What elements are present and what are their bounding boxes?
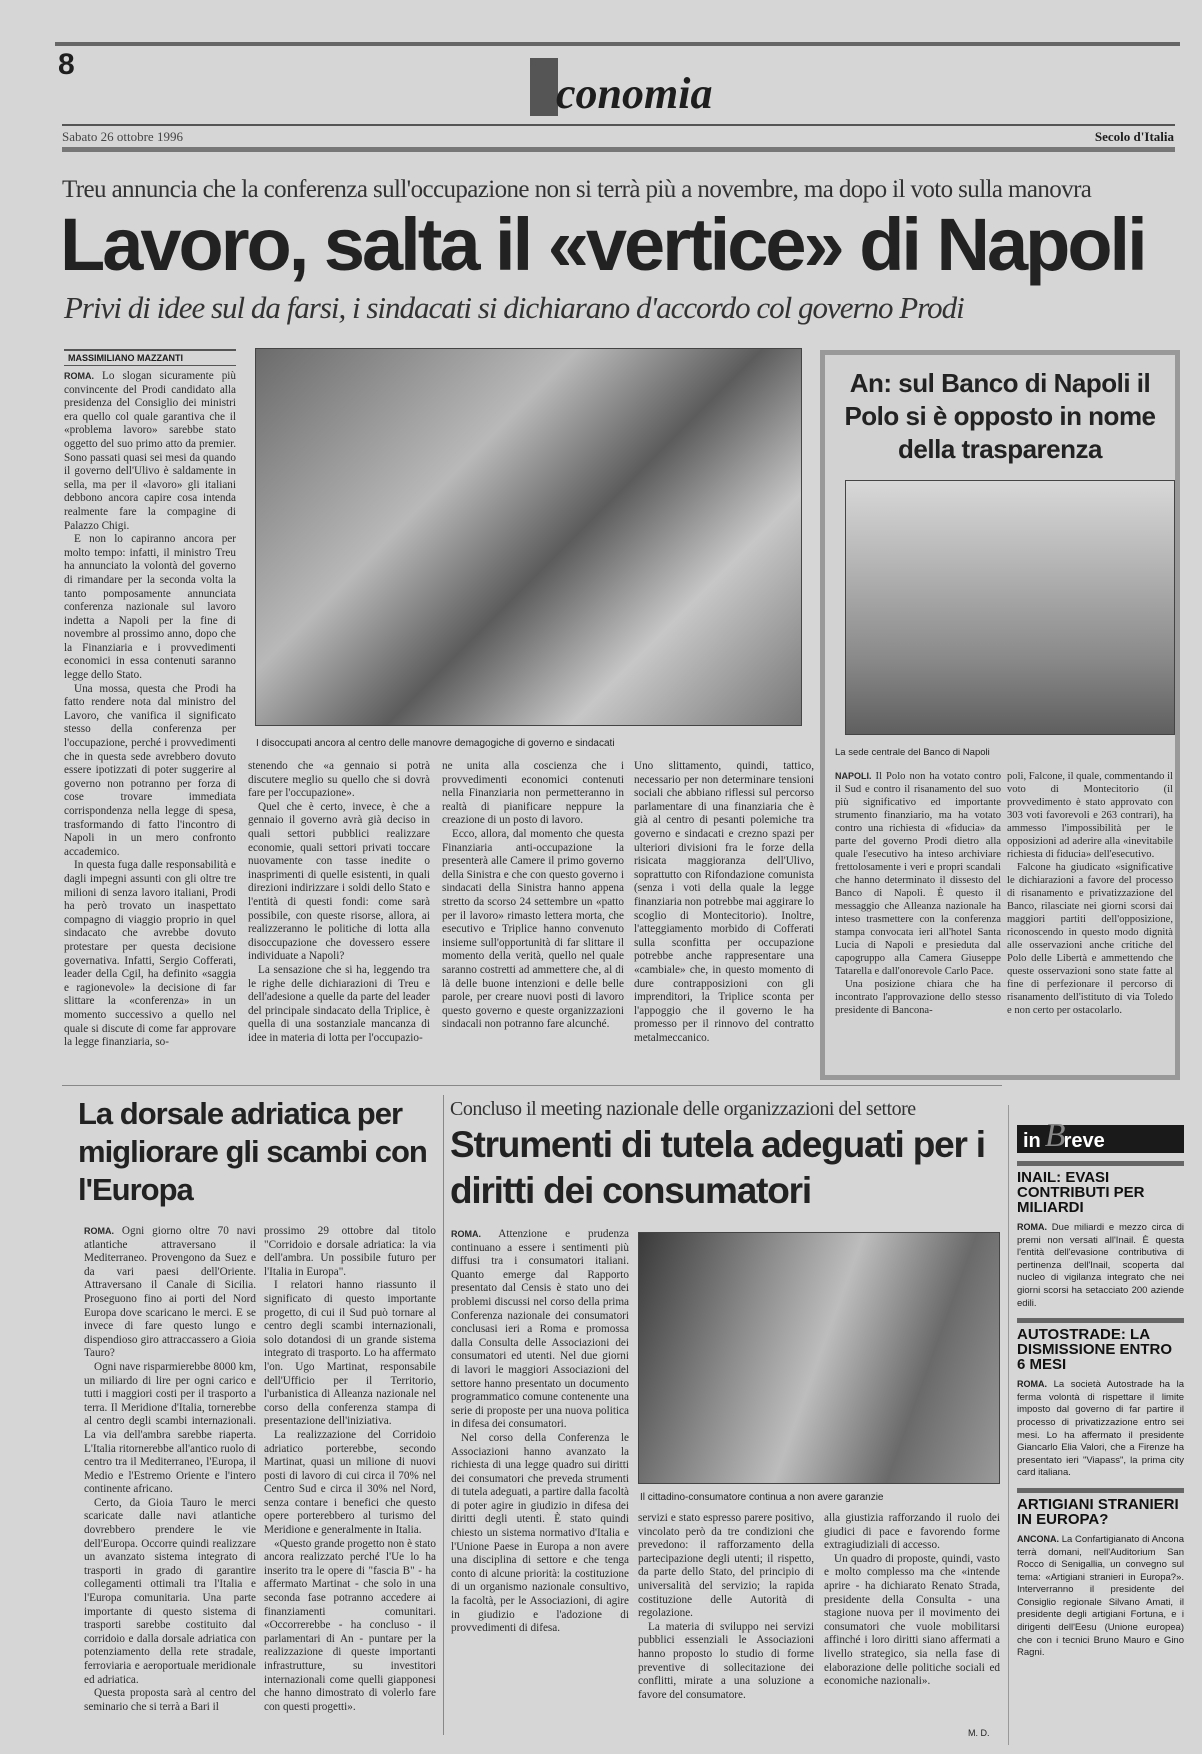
sidebar-photo-caption: La sede centrale del Banco di Napoli bbox=[835, 747, 990, 758]
paragraph: In questa fuga dalle responsabilità e dagli impegni assunti con gli oltre tre milioni di senza lavoro italiani, Prodi ha però trovato un inaspettato compagno di viaggio proprio in quel sindacato che avrebbe dovuto protestare per questa decisione governativa. Infatti, Sergio Cofferati, leader della Cgil, ha definito «saggia e ragionevole» la decisione di far slittare la «conferenza» in un momento successivo a quello nel quale si discute di come far approvare la legge finanziaria, so- bbox=[64, 859, 236, 1049]
banco-di-napoli-building-photo bbox=[845, 480, 1175, 735]
dateline: ROMA. bbox=[64, 371, 94, 381]
dateline: ROMA. bbox=[1017, 1222, 1047, 1232]
brief-text: La società Autostrade ha la ferma volontà di rispettare il limite imposto dal governo di far partire il processo di privatizzazione entro sei mesi. Lo ha affermato il presidente Giancarlo Elia Valori, che a Firenze ha presentato ieri "Viapass", la prima city card italiana. bbox=[1017, 1379, 1185, 1479]
dateline: ROMA. bbox=[1017, 1379, 1047, 1390]
adriatic-headline: La dorsale adriatica per migliorare gli scambi con l'Europa bbox=[78, 1096, 427, 1207]
paragraph: I relatori hanno riassunto il significato di questo importante progetto, di cui il Sud può tornare al centro degli scambi internazionali, solo dotandosi di un grande sistema integrato di trasporto. Lo ha affermato l'on. Ugo Martinat, responsabile dell'Ufficio per il Territorio, l'urbanistica di Alleanza nazionale nel corso della conferenza stampa di presentazione dell'iniziativa. bbox=[264, 1279, 436, 1428]
newspaper-name: Secolo d'Italia bbox=[1094, 129, 1174, 144]
unemployment-office-photo bbox=[255, 348, 802, 726]
paragraph: Nel corso della Conferenza le Associazioni hanno avanzato la richiesta di una legge quadro sui diritti dei consumatori che preveda strumenti di tutela adeguati, a partire dalla facoltà di poter agire in giudizio in difesa dei diritti degli utenti. È stato quindi chiesto un sistema normativo d'Italia e l'Unione Paese in Europa a non avere una disciplina di settore e che tenga conto di alcune priorità: la costituzione di un organismo nazionale consultivo, la facoltà, per le Associazioni, di agire in giudizio e l'adozione di provvedimenti di difesa. bbox=[451, 1431, 629, 1635]
sidebar-article-box bbox=[820, 350, 1180, 1080]
paragraph: Attenzione e prudenza continuano a essere i sentimenti più diffusi tra i consumatori italiani. Quanto emerge dal Rapporto presentato dal Censis è stato uno dei problemi discussi nel corso della prima Conferenza nazionale dei consumatori conclusasi ieri a Roma e promossa dalla Consulta delle Associazioni dei consumatori ed utenti. Nel due giorni di lavori le maggiori Associazioni del settore hanno presentato un documento programmatico comune contenente una serie di proposte per una nuova politica in difesa dei consumatori. bbox=[451, 1228, 629, 1431]
lead-column-4 bbox=[634, 760, 814, 1065]
dateline: ROMA. bbox=[84, 1226, 114, 1236]
lead-column-2 bbox=[248, 760, 430, 1065]
date-rule-top bbox=[62, 124, 1175, 126]
paragraph: Un quadro di proposte, quindi, vasto e molto complesso ma che «intende aprire - ha dichiarato Renato Strada, presidente della Consulta - una stagione nuova per il movimento dei consumatori che vuole mobilitarsi affinché i loro diritti siano affermati a livello strategico, sia nella fase di elaborazione delle politiche sociali ed economiche nazionali». bbox=[824, 1552, 1000, 1688]
paragraph: E non lo capiranno ancora per molto tempo: infatti, il ministro Treu ha annunciato la volontà del governo di rimandare per la seconda volta la tanto pomposamente annunciata conferenza nazionale sul lavoro indetta a Napoli per la fine di novembre al prossimo anno, dopo che la Finanziaria e i provvedimenti economici in essa contenuti saranno legge dello Stato. bbox=[64, 533, 236, 682]
lead-subhead: Privi di idee sul da farsi, i sindacati si dichiarano d'accordo col governo Prodi bbox=[64, 290, 964, 325]
brief-item bbox=[1017, 1161, 1184, 1310]
sidebar-column-1 bbox=[835, 770, 1001, 1070]
consumer-shopping-photo bbox=[638, 1232, 1000, 1484]
sidebar-column-2 bbox=[1007, 770, 1173, 1070]
in-breve-rest: reve bbox=[1063, 1130, 1105, 1152]
consumer-column-1 bbox=[451, 1228, 629, 1740]
consumer-photo-caption: Il cittadino-consumatore continua a non avere garanzie bbox=[640, 1492, 884, 1503]
lead-column-3 bbox=[442, 760, 624, 1065]
paragraph: poli, Falcone, il quale, commentando il voto di Montecitorio (il provvedimento è stato approvato con 303 voti favorevoli e 263 contrari), ha ammesso l'impossibilità per le opposizioni ad aderire alla «inevitabile richiesta di fiducia» dell'esecutivo. bbox=[1007, 771, 1173, 860]
adriatic-column-2 bbox=[264, 1225, 436, 1740]
consumer-kicker: Concluso il meeting nazionale delle organizzazioni del settore bbox=[450, 1098, 916, 1120]
dateline: ROMA. bbox=[451, 1229, 481, 1239]
top-rule bbox=[55, 42, 1180, 46]
paragraph: Ogni giorno oltre 70 navi atlantiche attraversano il Mediterraneo. Provengono da Suez e da vari paesi dell'Oriente. Attraversano il Canale di Sicilia. Proseguono fino ai porti del Nord Europa dove scaricano le merci. E se invece di fare questo lungo e dispendioso giro attraccassero a Gioia Tauro? bbox=[84, 1225, 256, 1360]
paragraph: La sensazione che si ha, leggendo tra le righe delle dichiarazioni di Treu e dell'adesione a quelle da parte del leader del principale sindacato della Triplice, è quella di una sostanziale mancanza di idee in materia di lotta per l'occupazio- bbox=[248, 963, 430, 1044]
column-divider bbox=[443, 1095, 444, 1735]
byline: MASSIMILIANO MAZZANTI bbox=[64, 349, 236, 366]
section-title bbox=[530, 56, 712, 116]
section-name: conomia bbox=[556, 69, 713, 118]
paragraph: Uno slittamento, quindi, tattico, necessario per non determinare tensioni sociali che abbiano riflessi sul percorso parlamentare di una finanziaria che è già al centro di pesanti polemiche tra governo e sindacati e crezno spazi per ulteriori divisioni fra le forze della risicata maggioranza dell'Ulivo, soprattutto con Rifondazione comunista (senza i voti della quale la legge finanziaria non potrebbe mai aggirare lo scoglio di Montecitorio). Inoltre, l'atteggiamento morbido di Cofferati sulla sconfitta per occupazione potrebbe anche rappresentare una «cambiale» che, in questo momento di dure contrapposizioni con gli imprenditori, la Triplice sconta per l'appoggio che il governo le ha promesso per il rinnovo del contratto metalmeccanico. bbox=[634, 760, 814, 1044]
paragraph: servizi e stato espresso parere positivo, vincolato però da tre condizioni che prevedono: il rafforzamento della partecipazione degli utenti; il rispetto, da parte dello Stato, del principio di universalità del servizio; la rapida costituzione delle Autorità di regolazione. bbox=[638, 1512, 814, 1620]
paragraph: Una mossa, questa che Prodi ha fatto rendere nota dal ministro del Lavoro, che vanifica il significato stesso della conferenza per l'occupazione, perché i provvedimenti che in questa sede avrebbero dovuto essere ipotizzati di poter suggerire al governo non potranno per forza di cose trovare immediata corrispondenza nella legge di spesa, trasformando di fatto l'incontro di Napoli in un mero confronto accademico. bbox=[64, 682, 236, 858]
paragraph: «Questo grande progetto non è stato ancora realizzato perché l'Ue lo ha inserito tra le opere di "fascia B" - ha affermato Martinat - che solo in una seconda fase potranno accedere ai finanziamenti comunitari. «Occorrerebbe - ha concluso - il parlamentari di An - puntare per la realizzazione di queste importanti infrastrutture, su investitori internazionali come quelli giapponesi che hanno dimostrato di volerlo fare con questi progetti». bbox=[264, 1537, 436, 1713]
paragraph: prossimo 29 ottobre dal titolo "Corridoio e dorsale adriatica: la via dell'ambra. Un possibile futuro per l'Italia in Europa". bbox=[264, 1225, 436, 1278]
sidebar-headline: An: sul Banco di Napoli il Polo si è opposto in nome della trasparenza bbox=[844, 368, 1156, 464]
paragraph: Ecco, allora, dal momento che questa Finanziaria anti-occupazione la presenterà alle Camere il primo governo della Sinistra e che con questo governo i sindacati della Sinistra hanno appena stretto da scorso 24 settembre un «patto per il lavoro» rimasto lettera morta, che esecutivo e Triplice hanno convenuto insieme sull'opportunità di far slittare il momento della verità, quello nel quale saranno costretti ad ammettere che, al di là delle buone intenzioni e delle belle parole, per creare nuovi posti di lavoro questo governo e queste organizzazioni sindacali non potranno fare alcunché. bbox=[442, 827, 624, 1031]
lead-kicker: Treu annuncia che la conferenza sull'occupazione non si terrà più a novembre, ma dopo il voto sulla manovra bbox=[62, 176, 1092, 203]
lead-headline: Lavoro, salta il «vertice» di Napoli bbox=[60, 203, 1145, 286]
lead-column-1 bbox=[64, 370, 236, 1070]
brief-text: Due miliardi e mezzo circa di premi non versati all'Inail. È questa l'entità dell'evasione contributiva di pertinenza dell'Inail, scoperta dal nucleo di vigilanza integrato che nei giorni scorsi ha setacciato 200 aziende edili. bbox=[1017, 1222, 1184, 1309]
in-breve-title bbox=[1017, 1117, 1184, 1154]
consumer-headline: Strumenti di tutela adeguati per i diritti dei consumatori bbox=[450, 1124, 985, 1211]
paragraph: alla giustizia rafforzando il ruolo dei giudici di pace e favorendo forme extragiudiziali di accesso. bbox=[824, 1512, 1000, 1552]
page-number: 8 bbox=[58, 48, 75, 81]
in-breve-prefix: in bbox=[1023, 1130, 1041, 1152]
brief-headline: ARTIGIANI STRANIERI IN EUROPA? bbox=[1017, 1488, 1184, 1527]
adriatic-column-1 bbox=[84, 1225, 256, 1740]
paragraph: Quel che è certo, invece, è che a gennaio il governo avrà già deciso in quali settori pubblici realizzare economie, quali settori privati toccare nuovamente con tasse inedite o inasprimenti di quelle esistenti, in quali direzioni indirizzare i soldi dello Stato e l'entità di questi fondi: come sarà possibile, con queste risorse, allora, ai realizzeranno le politiche di lotta alla disoccupazione che dovessero essere individuate a Napoli? bbox=[248, 800, 430, 963]
paragraph: Il Polo non ha votato contro il Sud e contro il risanamento del suo più significativo ed importante strumento finanziario, ma ha votato contro una richiesta di «fiducia» da parte del governo Prodi dietro alla quale l'esecutivo ha inteso archiviare frettolosamente i veri e propri scandali che hanno determinato il dissesto del Banco di Napoli. È questo il messaggio che Alleanza nazionale ha inteso trasmettere con la conferenza stampa convocata ieri all'hotel Santa Lucia di Napoli e presieduta dal capogruppo alla Camera Giuseppe Tatarella e dall'onorevole Carlo Pace. bbox=[835, 771, 1001, 977]
issue-date: Sabato 26 ottobre 1996 bbox=[62, 129, 183, 144]
paragraph: stenendo che «a gennaio si potrà discutere meglio su quello che si dovrà fare per l'occupazione». bbox=[248, 760, 430, 800]
dateline: ANCONA. bbox=[1017, 1533, 1059, 1544]
paragraph: La realizzazione del Corridoio adriatico porterebbe, secondo Martinat, quasi un milione di nuovi posti di lavoro di cui circa il 70% nel Centro Sud e circa il 30% nel Nord, senza contare i benefici che questo opere porterebbero al turismo del Meridione e generalmente in Italia. bbox=[264, 1428, 436, 1537]
brief-headline: AUTOSTRADE: LA DISMISSIONE ENTRO 6 MESI bbox=[1017, 1318, 1184, 1372]
paragraph: Falcone ha giudicato «significative le dichiarazioni a favore del processo di risanamento e privatizzazione del Banco, rilasciate nei giorni scorsi dai maggiori partiti dell'opposizione, riconoscendo in questo modo dignità alle osservazioni anche critiche del Polo delle Libertà e ammettendo che queste osservazioni sono state fatte al fine di perfezionare il percorso di risanamento dell'istituto di via Toledo e non certo per ostacolarlo. bbox=[1007, 862, 1173, 1016]
paragraph: Ogni nave risparmierebbe 8000 km, un miliardo di lire per ogni carico e tutti i maggiori costi per il trasporto a terra. Il Meridione d'Italia, tornerebbe al centro degli scambi internazionali. La via dell'ambra sarebbe riaperta. L'Italia ritornerebbe all'antico ruolo di centro tra il Mediterraneo, l'Europa, il Medio e l'Estremo Oriente e l'intero continente africano. bbox=[84, 1360, 256, 1496]
brief-item bbox=[1017, 1488, 1184, 1660]
brief-text: La Confartigianato di Ancona terrà domani, nell'Auditorium San Rocco di Senigallia, un convegno sul tema: «Artigiani stranieri in Europa?». Interverranno il presidente del Consiglio regionale Silvano Amati, il presidente degli artigiani Fortuna, e i dirigenti dell'Eesu (Unione europea) che con i tecnici Bruno Mauro e Gino Ragni. bbox=[1017, 1533, 1184, 1659]
author-signature: M. D. bbox=[968, 1728, 990, 1738]
date-rule-bottom bbox=[62, 147, 1175, 152]
in-breve-column bbox=[1008, 1105, 1184, 1745]
consumer-column-2 bbox=[638, 1512, 814, 1740]
paragraph: ne unita alla coscienza che i provvedimenti economici contenuti nella Finanziaria non permetteranno in realtà di pianificare neppure la creazione di un posto di lavoro. bbox=[442, 760, 624, 827]
dateline: NAPOLI. bbox=[835, 771, 872, 781]
consumer-column-3 bbox=[824, 1512, 1000, 1727]
paragraph: Questa proposta sarà al centro del seminario che si terrà a Bari il bbox=[84, 1687, 256, 1713]
paragraph: Lo slogan sicuramente più convincente del Prodi candidato alla presidenza del Consiglio dei ministri era quello col quale garantiva che il «problema lavoro» sarebbe stato oggetto del suo primo atto da premier. Sono passati quasi sei mesi da quando il governo dell'Ulivo è saldamente in sella, ma per il «lavoro» gli italiani debbono ancora capire cosa intenda realmente fare la compagine di Palazzo Chigi. bbox=[64, 370, 236, 532]
paragraph: Certo, da Gioia Tauro le merci scaricate dalle navi atlantiche dovrebbero prendere le vie dell'Europa. Occorre quindi realizzare un avanzato sistema integrato di trasporti in grado di garantire collegamenti ottimali tra l'Italia e l'Europa comunitaria. Una parte importante di questo sistema di trasporti sarebbe costituito dal corridoio e dalla dorsale adriatica con potenziamento della rete stradale, ferroviaria e aeroportuale meridionale ed adriatica. bbox=[84, 1496, 256, 1686]
section-divider bbox=[62, 1085, 1002, 1086]
paragraph: Una posizione chiara che ha incontrato l'approvazione dello stesso presidente di Bancona- bbox=[835, 979, 1001, 1016]
brief-headline: INAIL: EVASI CONTRIBUTI PER MILIARDI bbox=[1017, 1161, 1184, 1215]
in-breve-initial: B bbox=[1044, 1117, 1066, 1154]
brief-item bbox=[1017, 1318, 1184, 1480]
paragraph: La materia di sviluppo nei servizi pubblici essenziali le Associazioni hanno proposto lo studio di forme preventive di sollecitazione dei conflitti, mirate a una soluzione a favore del consumatore. bbox=[638, 1620, 814, 1701]
lead-photo-caption: I disoccupati ancora al centro delle manovre demagogiche di governo e sindacati bbox=[256, 738, 615, 749]
section-initial-block: E bbox=[530, 58, 558, 116]
